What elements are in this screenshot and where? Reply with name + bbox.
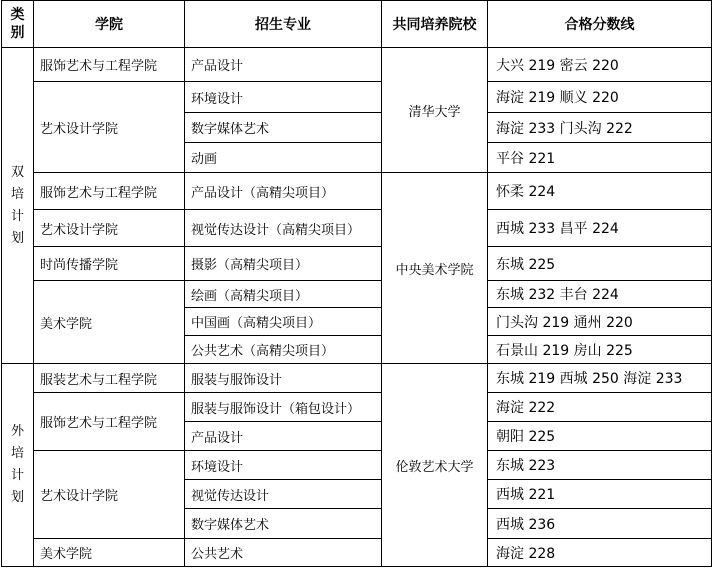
header-college: 学院: [34, 1, 185, 48]
category-cell-external: 外 培 计 划: [2, 364, 34, 567]
partner-cell: 清华大学: [382, 48, 488, 173]
major-cell: 产品设计: [185, 422, 382, 451]
major-cell: 公共艺术（高精尖项目）: [185, 336, 382, 364]
college-cell: 服饰艺术与工程学院: [34, 173, 185, 210]
score-cell: 西城 221: [488, 480, 712, 509]
header-major: 招生专业: [185, 1, 382, 48]
header-score: 合格分数线: [488, 1, 712, 48]
college-cell: 美术学院: [34, 281, 185, 364]
header-row: [2, 1, 712, 48]
college-cell: 艺术设计学院: [34, 82, 185, 173]
header-category: 类别: [2, 1, 34, 48]
major-cell: 产品设计（高精尖项目）: [185, 173, 382, 210]
score-cell: 东城 223: [488, 451, 712, 480]
table-row: [2, 82, 712, 113]
major-cell: 服装与服饰设计（箱包设计）: [185, 393, 382, 422]
partner-cell: 伦敦艺术大学: [382, 364, 488, 567]
table-row: [2, 247, 712, 281]
major-cell: 数字媒体艺术: [185, 509, 382, 539]
score-cell: 大兴 219 密云 220: [488, 48, 712, 82]
score-cell: 东城 219 西城 250 海淀 233: [488, 364, 712, 393]
major-cell: 视觉传达设计: [185, 480, 382, 509]
score-cell: 东城 232 丰台 224: [488, 281, 712, 308]
major-cell: 环境设计: [185, 451, 382, 480]
score-cell: 平谷 221: [488, 143, 712, 173]
score-cell: 西城 233 昌平 224: [488, 210, 712, 247]
header-partner: 共同培养院校: [382, 1, 488, 48]
major-cell: 公共艺术: [185, 539, 382, 567]
score-cell: 东城 225: [488, 247, 712, 281]
score-cell: 门头沟 219 通州 220: [488, 308, 712, 336]
college-cell: 美术学院: [34, 539, 185, 567]
table-row: [2, 393, 712, 422]
table-row: [2, 281, 712, 308]
college-cell: 艺术设计学院: [34, 451, 185, 539]
admission-score-table: [1, 0, 712, 567]
score-cell: 海淀 233 门头沟 222: [488, 113, 712, 143]
major-cell: 绘画（高精尖项目）: [185, 281, 382, 308]
score-cell: 海淀 228: [488, 539, 712, 567]
score-cell: 西城 236: [488, 509, 712, 539]
partner-cell: 中央美术学院: [382, 173, 488, 364]
major-cell: 服装与服饰设计: [185, 364, 382, 393]
major-cell: 动画: [185, 143, 382, 173]
major-cell: 摄影（高精尖项目）: [185, 247, 382, 281]
table-row: [2, 173, 712, 210]
college-cell: 服装艺术与工程学院: [34, 364, 185, 393]
score-cell: 怀柔 224: [488, 173, 712, 210]
major-cell: 数字媒体艺术: [185, 113, 382, 143]
major-cell: 中国画（高精尖项目）: [185, 308, 382, 336]
table-row: [2, 210, 712, 247]
college-cell: 时尚传播学院: [34, 247, 185, 281]
category-cell-double: 双 培 计 划: [2, 48, 34, 364]
college-cell: 服饰艺术与工程学院: [34, 48, 185, 82]
table-row: [2, 539, 712, 567]
score-cell: 海淀 222: [488, 393, 712, 422]
college-cell: 艺术设计学院: [34, 210, 185, 247]
major-cell: 视觉传达设计（高精尖项目）: [185, 210, 382, 247]
major-cell: 环境设计: [185, 82, 382, 113]
college-cell: 服饰艺术与工程学院: [34, 393, 185, 451]
score-cell: 朝阳 225: [488, 422, 712, 451]
table-row: [2, 48, 712, 82]
score-cell: 石景山 219 房山 225: [488, 336, 712, 364]
major-cell: 产品设计: [185, 48, 382, 82]
table-row: [2, 364, 712, 393]
table-row: [2, 451, 712, 480]
score-cell: 海淀 219 顺义 220: [488, 82, 712, 113]
